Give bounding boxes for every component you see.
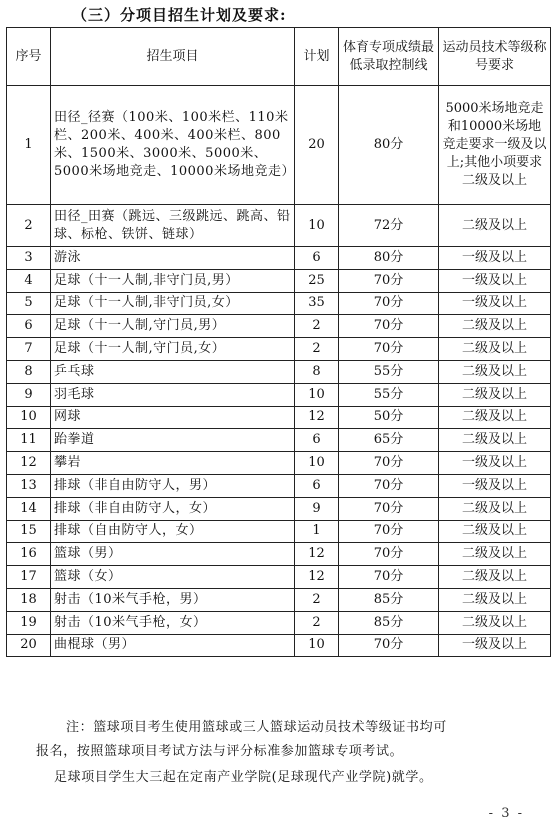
table-row — [7, 497, 551, 520]
row-score: 70分 — [339, 634, 439, 657]
row-plan: 12 — [295, 566, 339, 589]
table-row — [7, 566, 551, 589]
table-row — [7, 86, 551, 205]
row-no: 2 — [7, 205, 51, 247]
row-no: 1 — [7, 86, 51, 205]
row-no: 7 — [7, 338, 51, 361]
row-level: 一级及以上 — [439, 634, 551, 657]
header-score: 体育专项成绩最低录取控制线 — [339, 28, 439, 86]
row-item: 篮球（男） — [51, 543, 295, 566]
row-plan: 2 — [295, 611, 339, 634]
header-level: 运动员技术等级称号要求 — [439, 28, 551, 86]
table-row — [7, 452, 551, 475]
note-line-3: 足球项目学生大三起在定南产业学院(足球现代产业学院)就学。 — [54, 770, 433, 785]
row-level: 二级及以上 — [439, 543, 551, 566]
table-row — [7, 360, 551, 383]
row-plan: 8 — [295, 360, 339, 383]
row-plan: 2 — [295, 315, 339, 338]
row-plan: 1 — [295, 520, 339, 543]
row-level: 二级及以上 — [439, 611, 551, 634]
row-no: 18 — [7, 588, 51, 611]
table-row — [7, 383, 551, 406]
row-item: 跆拳道 — [51, 429, 295, 452]
row-score: 70分 — [339, 315, 439, 338]
row-no: 4 — [7, 269, 51, 292]
row-score: 55分 — [339, 360, 439, 383]
table-body — [7, 86, 551, 657]
row-item: 田径_径赛（100米、100米栏、110米栏、200米、400米、400米栏、800米、1500米、3000米、5000米、5000米场地竞走、10000米场地竞走） — [51, 86, 295, 205]
table-row — [7, 474, 551, 497]
row-plan: 6 — [295, 247, 339, 270]
row-plan: 10 — [295, 205, 339, 247]
row-item: 篮球（女） — [51, 566, 295, 589]
row-plan: 35 — [295, 292, 339, 315]
table-row — [7, 315, 551, 338]
row-level: 二级及以上 — [439, 315, 551, 338]
row-no: 13 — [7, 474, 51, 497]
table-row — [7, 520, 551, 543]
section-heading: （三）分项目招生计划及要求: — [72, 6, 287, 24]
table-row — [7, 429, 551, 452]
row-score: 65分 — [339, 429, 439, 452]
row-plan: 9 — [295, 497, 339, 520]
row-level: 二级及以上 — [439, 338, 551, 361]
row-plan: 10 — [295, 634, 339, 657]
row-item: 足球（十一人制,守门员,男） — [51, 315, 295, 338]
row-no: 19 — [7, 611, 51, 634]
row-score: 70分 — [339, 292, 439, 315]
row-level: 二级及以上 — [439, 566, 551, 589]
row-score: 70分 — [339, 520, 439, 543]
row-level: 一级及以上 — [439, 292, 551, 315]
row-no: 14 — [7, 497, 51, 520]
row-score: 70分 — [339, 452, 439, 475]
row-item: 足球（十一人制,非守门员,男） — [51, 269, 295, 292]
row-item: 曲棍球（男） — [51, 634, 295, 657]
row-item: 足球（十一人制,守门员,女） — [51, 338, 295, 361]
row-plan: 2 — [295, 588, 339, 611]
row-no: 10 — [7, 406, 51, 429]
row-plan: 12 — [295, 543, 339, 566]
table-row — [7, 634, 551, 657]
row-plan: 25 — [295, 269, 339, 292]
row-level: 一级及以上 — [439, 269, 551, 292]
row-no: 16 — [7, 543, 51, 566]
row-no: 20 — [7, 634, 51, 657]
row-plan: 10 — [295, 383, 339, 406]
row-no: 6 — [7, 315, 51, 338]
row-no: 5 — [7, 292, 51, 315]
row-score: 70分 — [339, 338, 439, 361]
row-no: 12 — [7, 452, 51, 475]
row-score: 70分 — [339, 543, 439, 566]
row-item: 射击（10米气手枪，女） — [51, 611, 295, 634]
row-plan: 12 — [295, 406, 339, 429]
row-item: 攀岩 — [51, 452, 295, 475]
row-item: 乒乓球 — [51, 360, 295, 383]
row-score: 55分 — [339, 383, 439, 406]
row-score: 80分 — [339, 247, 439, 270]
row-score: 85分 — [339, 611, 439, 634]
row-plan: 20 — [295, 86, 339, 205]
row-level: 一级及以上 — [439, 247, 551, 270]
row-level: 二级及以上 — [439, 588, 551, 611]
row-plan: 6 — [295, 474, 339, 497]
row-level: 二级及以上 — [439, 497, 551, 520]
row-item: 排球（非自由防守人，男） — [51, 474, 295, 497]
row-plan: 6 — [295, 429, 339, 452]
row-level: 二级及以上 — [439, 205, 551, 247]
row-no: 17 — [7, 566, 51, 589]
row-score: 50分 — [339, 406, 439, 429]
table-row — [7, 247, 551, 270]
row-item: 排球（自由防守人，女） — [51, 520, 295, 543]
note-line-2: 报名，按照篮球项目考试方法与评分标准参加篮球专项考试。 — [36, 744, 404, 759]
table-row — [7, 205, 551, 247]
row-item: 射击（10米气手枪，男） — [51, 588, 295, 611]
header-no: 序号 — [7, 28, 51, 86]
row-plan: 10 — [295, 452, 339, 475]
page-number: - 3 - — [488, 806, 524, 821]
table-row — [7, 338, 551, 361]
row-level: 二级及以上 — [439, 360, 551, 383]
row-no: 9 — [7, 383, 51, 406]
row-score: 85分 — [339, 588, 439, 611]
header-plan: 计划 — [295, 28, 339, 86]
table-row — [7, 543, 551, 566]
row-score: 70分 — [339, 566, 439, 589]
row-score: 70分 — [339, 269, 439, 292]
table-row — [7, 292, 551, 315]
table-row — [7, 611, 551, 634]
table-row — [7, 406, 551, 429]
row-item: 足球（十一人制,非守门员,女） — [51, 292, 295, 315]
enrollment-plan-table — [6, 27, 551, 657]
note-line-1: 注：篮球项目考生使用篮球或三人篮球运动员技术等级证书均可 — [66, 720, 447, 735]
row-item: 网球 — [51, 406, 295, 429]
row-item: 游泳 — [51, 247, 295, 270]
table-row — [7, 588, 551, 611]
row-level: 二级及以上 — [439, 383, 551, 406]
row-level: 二级及以上 — [439, 429, 551, 452]
row-level: 二级及以上 — [439, 520, 551, 543]
row-item: 田径_田赛（跳远、三级跳远、跳高、铅球、标枪、铁饼、链球） — [51, 205, 295, 247]
row-plan: 2 — [295, 338, 339, 361]
row-item: 排球（非自由防守人，女） — [51, 497, 295, 520]
row-level: 一级及以上 — [439, 452, 551, 475]
row-score: 70分 — [339, 474, 439, 497]
row-level: 一级及以上 — [439, 474, 551, 497]
row-no: 8 — [7, 360, 51, 383]
header-item: 招生项目 — [51, 28, 295, 86]
row-level: 5000米场地竞走和10000米场地竞走要求一级及以上;其他小项要求二级及以上 — [439, 86, 551, 205]
row-no: 11 — [7, 429, 51, 452]
row-score: 72分 — [339, 205, 439, 247]
row-item: 羽毛球 — [51, 383, 295, 406]
row-score: 70分 — [339, 497, 439, 520]
row-level: 二级及以上 — [439, 406, 551, 429]
row-score: 80分 — [339, 86, 439, 205]
table-row — [7, 269, 551, 292]
row-no: 15 — [7, 520, 51, 543]
row-no: 3 — [7, 247, 51, 270]
table-header-row — [7, 28, 551, 86]
